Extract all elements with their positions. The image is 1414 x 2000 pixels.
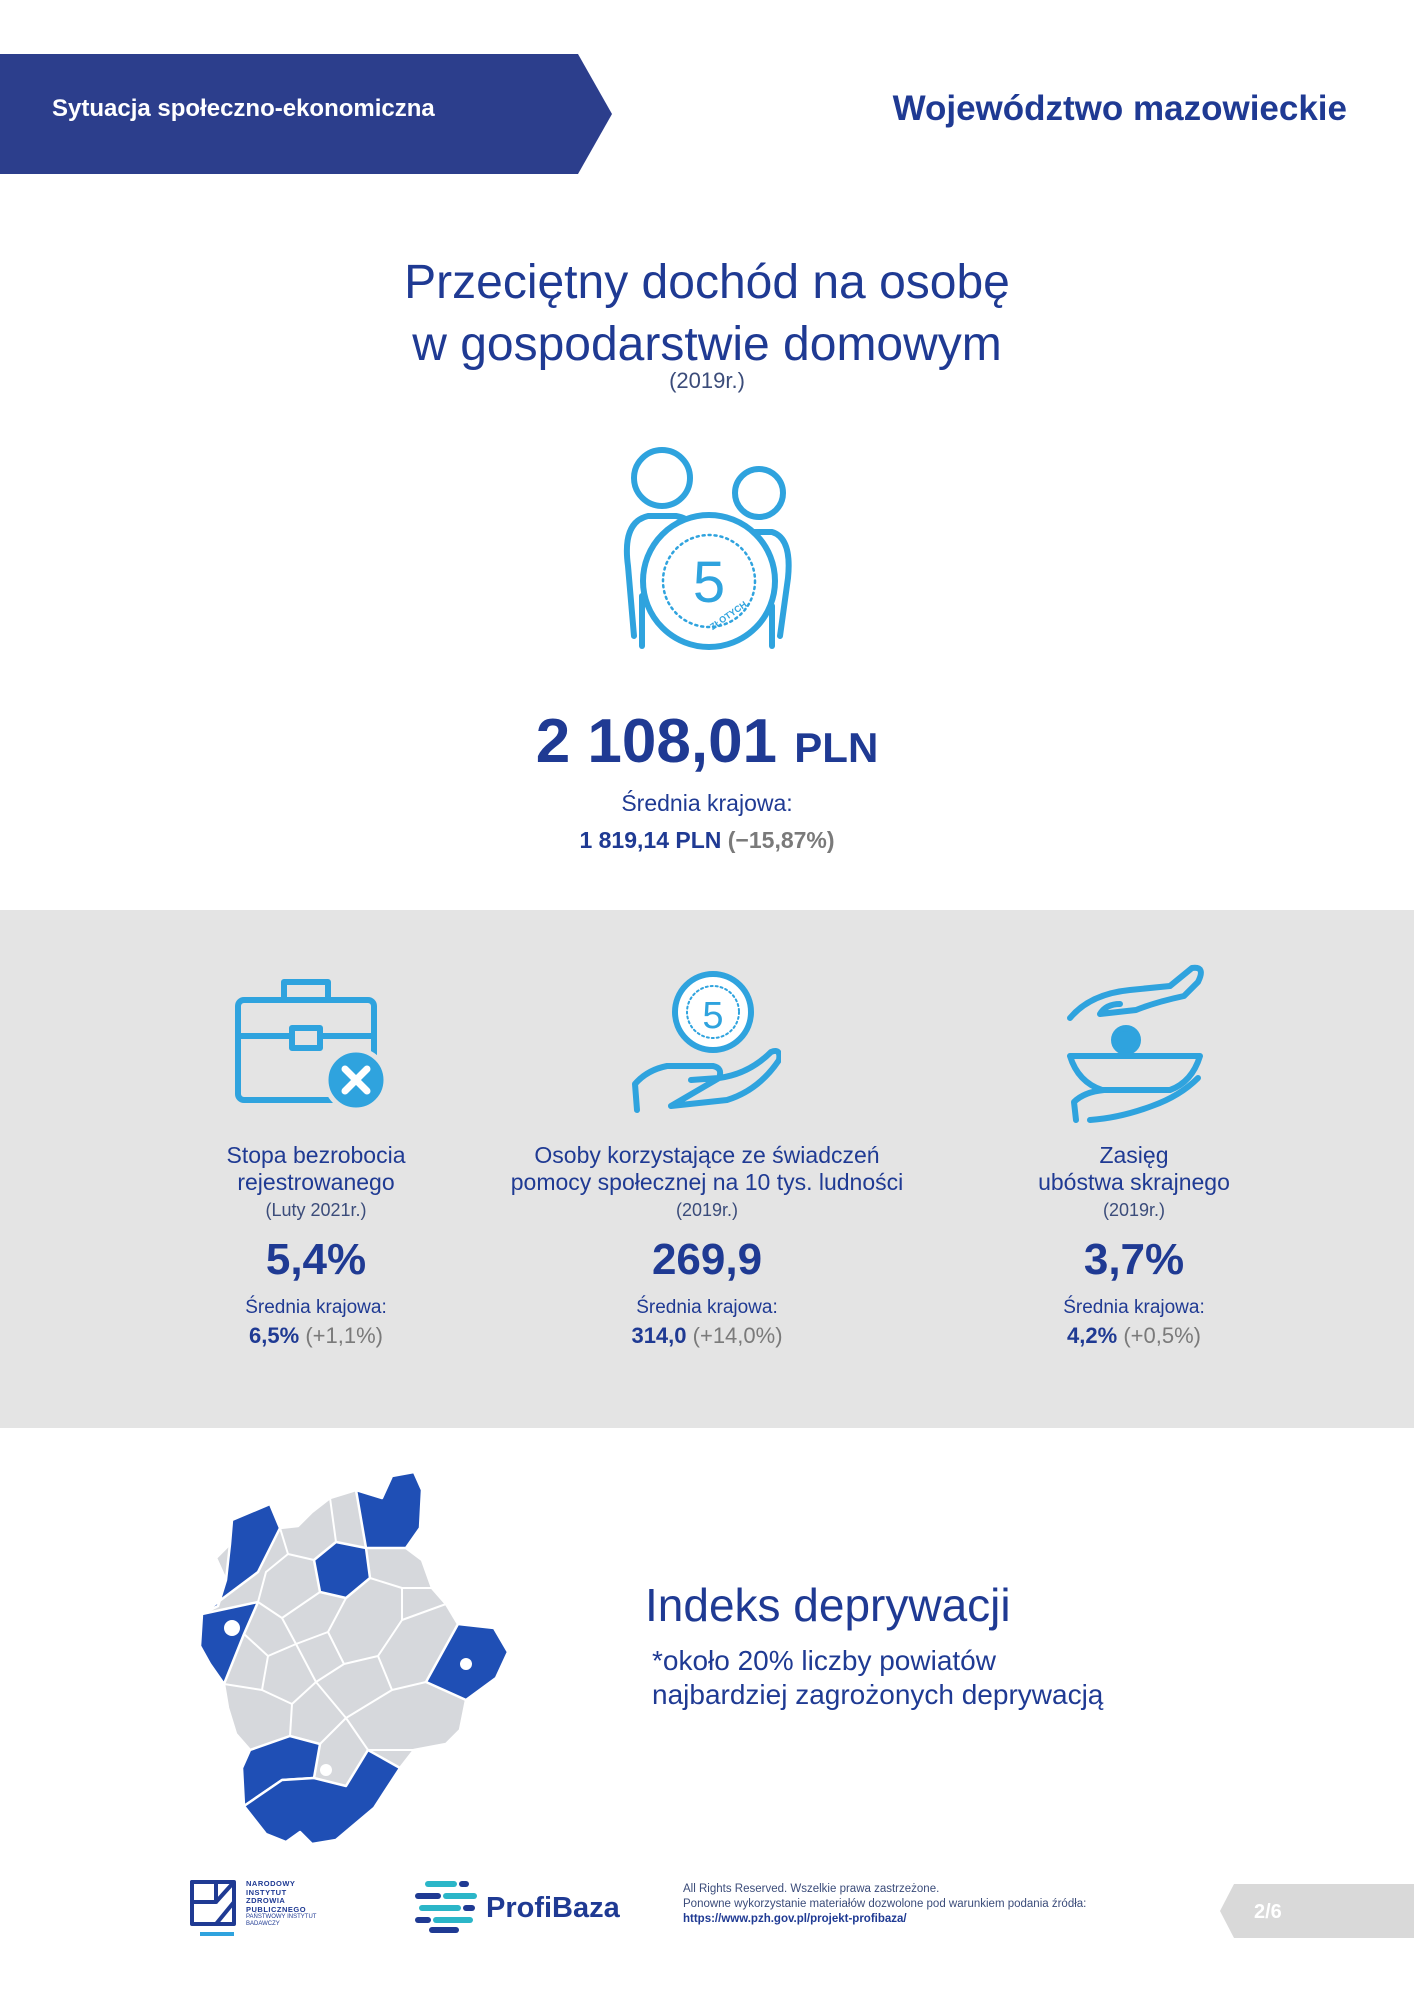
- stat-label-line2: rejestrowanego: [237, 1169, 395, 1195]
- rights-line1: All Rights Reserved. Wszelkie prawa zastrzeżone.: [683, 1883, 940, 1895]
- giving-hands-icon: [1060, 956, 1210, 1126]
- nizp-subtitle: [246, 1914, 316, 1928]
- stat-avg-label: Średnia krajowa:: [1063, 1297, 1205, 1318]
- stat-label: [497, 1142, 917, 1196]
- stat-avg-value: 6,5%: [249, 1323, 300, 1348]
- stat-avg-value: 314,0: [631, 1323, 687, 1348]
- nizp-line: INSTYTUT: [246, 1887, 287, 1897]
- family-coin-icon: [612, 446, 806, 668]
- stat-label: [106, 1142, 526, 1196]
- stat-label-line2: ubóstwa skrajnego: [1038, 1169, 1230, 1195]
- stat-label: [924, 1142, 1344, 1196]
- stat-social-assistance: [497, 910, 917, 1349]
- profibaza-logo-icon: [414, 1878, 478, 1934]
- stat-date: (Luty 2021r.): [265, 1200, 367, 1220]
- map-note: [652, 1644, 1103, 1712]
- nizp-name: [246, 1880, 306, 1914]
- income-title-line2: w gospodarstwie domowym: [412, 318, 1002, 371]
- stat-date: (2019r.): [675, 1200, 739, 1220]
- stat-avg-diff: (+1,1%): [305, 1323, 383, 1348]
- stat-label-line2: pomocy społecznej na 10 tys. ludności: [510, 1169, 904, 1195]
- stat-label-line1: Zasięg: [1099, 1142, 1169, 1168]
- stat-value: 269,9: [651, 1235, 763, 1284]
- income-unit: PLN: [794, 724, 879, 771]
- page-number: 2/6: [1254, 1901, 1282, 1923]
- stat-avg-diff: (+14,0%): [692, 1323, 783, 1348]
- source-link[interactable]: https://www.pzh.gov.pl/projekt-profibaza/: [683, 1913, 907, 1925]
- rights-note: [683, 1882, 1086, 1927]
- rights-line2: Ponowne wykorzystanie materiałów dozwolone pod warunkiem podania źródła:: [683, 1898, 1087, 1910]
- map-title: Indeks deprywacji: [645, 1579, 1011, 1631]
- income-national-diff: (−15,87%): [727, 827, 835, 853]
- stat-value: 5,4%: [265, 1235, 367, 1284]
- stat-avg-line: [497, 1323, 917, 1349]
- map-note-line1: *około 20% liczby powiatów: [652, 1645, 996, 1676]
- deprivation-map: [196, 1468, 548, 1856]
- coin-number: 5: [692, 550, 726, 615]
- stat-avg-diff: (+0,5%): [1123, 1323, 1201, 1348]
- section-label: Sytuacja społeczno-ekonomiczna: [52, 95, 435, 122]
- stat-avg-label: Średnia krajowa:: [245, 1297, 387, 1318]
- income-title: [0, 252, 1414, 376]
- income-title-line1: Przeciętny dochód na osobę: [404, 256, 1010, 309]
- nizp-line: NARODOWY: [246, 1879, 296, 1888]
- stat-avg-line: [106, 1323, 526, 1349]
- coin-hand-icon: [631, 962, 781, 1122]
- income-amount: 2 108,01: [535, 707, 778, 776]
- map-note-line2: najbardziej zagrożonych deprywacją: [652, 1679, 1104, 1710]
- small-coin-number: 5: [702, 995, 724, 1037]
- stat-extreme-poverty: [924, 910, 1344, 1349]
- income-value: [0, 706, 1414, 777]
- stat-unemployment: [106, 910, 526, 1349]
- stat-label-line1: Osoby korzystające ze świadczeń: [534, 1142, 880, 1168]
- nizp-sub-line: PAŃSTWOWY INSTYTUT: [246, 1914, 317, 1920]
- region-title: Województwo mazowieckie: [892, 89, 1347, 128]
- nizp-line: PUBLICZNEGO: [246, 1904, 307, 1914]
- stat-avg-line: [924, 1323, 1344, 1349]
- page-tab: [1220, 1884, 1414, 1938]
- income-national-value: 1 819,14 PLN: [579, 827, 722, 853]
- stats-band: [0, 910, 1414, 1428]
- stat-date: (2019r.): [1102, 1200, 1166, 1220]
- nizp-line: ZDROWIA: [246, 1896, 286, 1905]
- profibaza-name: ProfiBaza: [486, 1892, 620, 1924]
- coin-text: ZŁOTYCH: [708, 599, 749, 632]
- nizp-logo-icon: [186, 1876, 240, 1940]
- nizp-sub-line: BADAWCZY: [246, 1921, 280, 1927]
- income-year: (2019r.): [669, 368, 745, 393]
- stat-value: 3,7%: [1083, 1235, 1185, 1284]
- stat-avg-value: 4,2%: [1067, 1323, 1118, 1348]
- income-national-line: [0, 827, 1414, 854]
- briefcase-x-icon: [226, 972, 386, 1112]
- income-national-label: Średnia krajowa:: [621, 790, 793, 816]
- stat-avg-label: Średnia krajowa:: [636, 1297, 778, 1318]
- stat-label-line1: Stopa bezrobocia: [226, 1142, 406, 1168]
